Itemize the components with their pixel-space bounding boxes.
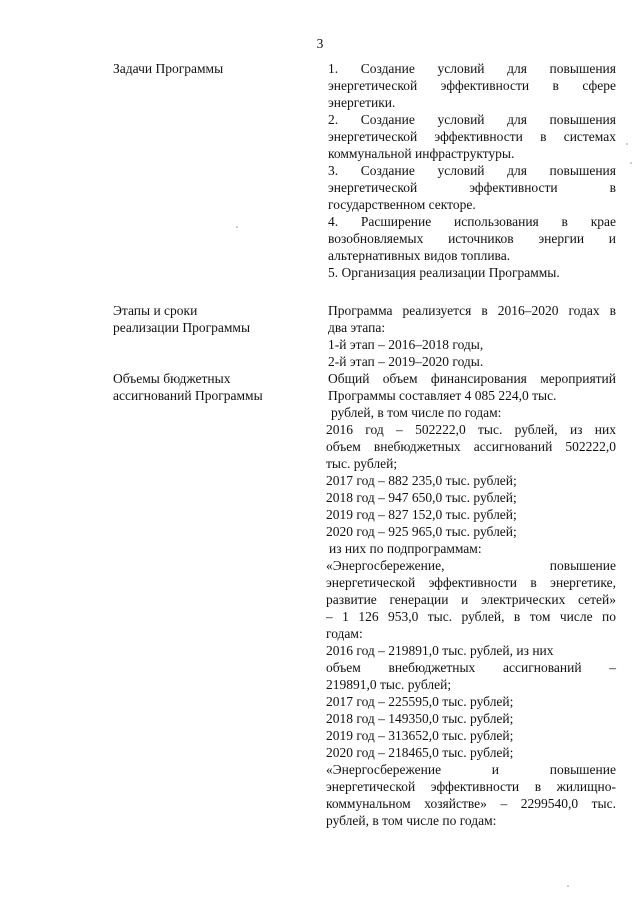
sub1-year-2016-line: объем внебюджетных ассигнований – [326,660,616,675]
label-stages [113,302,298,336]
subprograms-intro: из них по подпрограммам: [329,541,482,556]
budget-total-line: Программы составляет 4 085 224,0 тыс. [328,388,557,403]
label-stages-line: реализации Программы [113,320,251,335]
task-line: 3. Создание условий для повышения [328,163,616,178]
label-stages-line: Этапы и сроки [113,303,198,318]
page-number: 3 [316,36,324,51]
sub1-year-2017: 2017 год – 225595,0 тыс. рублей; [326,694,514,709]
budget-total-line: рублей, в том числе по годам: [331,405,502,420]
subprogram-2-line: коммунальном хозяйстве» – 2299540,0 тыс. [326,796,616,811]
task-item [328,264,616,281]
budget-total-line: Общий объем финансирования мероприятий [328,371,616,386]
year-2019: 2019 год – 827 152,0 тыс. рублей; [326,507,517,522]
task-line: энергетической эффективности в [328,180,616,195]
sub1-year-2016-line: 219891,0 тыс. рублей; [326,677,452,692]
subprogram-1-line: – 1 126 953,0 тыс. рублей, в том числе по [326,609,616,624]
sub1-year-2016-line: 2016 год – 219891,0 тыс. рублей, из них [326,643,554,658]
sub1-year-2020: 2020 год – 218465,0 тыс. рублей; [326,745,514,760]
subprogram-2-line: рублей, в том числе по годам: [326,813,497,828]
task-item [328,60,616,111]
task-item [328,162,616,213]
budget-block [328,370,616,421]
label-budget [113,370,298,404]
stages-intro-line: Программа реализуется в 2016–2020 годах в [328,303,616,318]
sub1-year-2019: 2019 год – 313652,0 тыс. рублей; [326,728,514,743]
year-2016-line: тыс. рублей; [326,456,398,471]
task-line: 2. Создание условий для повышения [328,112,616,127]
sub1-year-2018: 2018 год – 149350,0 тыс. рублей; [326,711,514,726]
label-budget-line: ассигнований Программы [113,388,263,403]
stage-1: 1-й этап – 2016–2018 годы, [328,337,484,352]
task-line: государственном секторе. [328,197,476,212]
scan-speck [236,226,238,228]
budget-years [326,421,616,829]
task-line: энергетической эффективности в сфере [328,78,616,93]
subprogram-1-line: годам: [326,626,363,641]
year-2017: 2017 год – 882 235,0 тыс. рублей; [326,473,517,488]
task-line: возобновляемых источников энергии и [328,231,616,246]
task-item [328,213,616,264]
task-line: альтернативных видов топлива. [328,248,511,263]
task-line: 4. Расширение использования в крае [328,214,616,229]
scan-speck [630,162,632,164]
subprogram-2-line: энергетической эффективности в жилищно- [326,779,616,794]
year-2016-line: 2016 год – 502222,0 тыс. рублей, из них [326,422,616,437]
label-tasks: Задачи Программы [113,61,224,76]
task-line: энергетической эффективности в системах [328,129,616,144]
subprogram-1-line: энергетической эффективности в энергетике, [326,575,616,590]
task-line: 1. Создание условий для повышения [328,61,616,76]
subprogram-1-line: развитие генерации и электрических сетей» [326,592,616,607]
tasks-list [328,60,616,281]
stages-block [328,302,616,370]
task-line: коммунальной инфраструктуры. [328,146,515,161]
stage-2: 2-й этап – 2019–2020 годы. [328,354,484,369]
task-line: 5. Организация реализации Программы. [328,265,560,280]
task-item [328,111,616,162]
year-2020: 2020 год – 925 965,0 тыс. рублей; [326,524,517,539]
year-2016-line: объем внебюджетных ассигнований 502222,0 [326,439,616,454]
stages-intro-line: два этапа: [328,320,386,335]
label-budget-line: Объемы бюджетных [113,371,231,386]
year-2018: 2018 год – 947 650,0 тыс. рублей; [326,490,517,505]
subprogram-2-line: «Энергосбережение и повышение [326,762,616,777]
task-line: энергетики. [328,95,396,110]
subprogram-1-line: «Энергосбережение, повышение [326,558,616,573]
scan-speck [567,885,569,887]
scan-speck [626,143,628,145]
